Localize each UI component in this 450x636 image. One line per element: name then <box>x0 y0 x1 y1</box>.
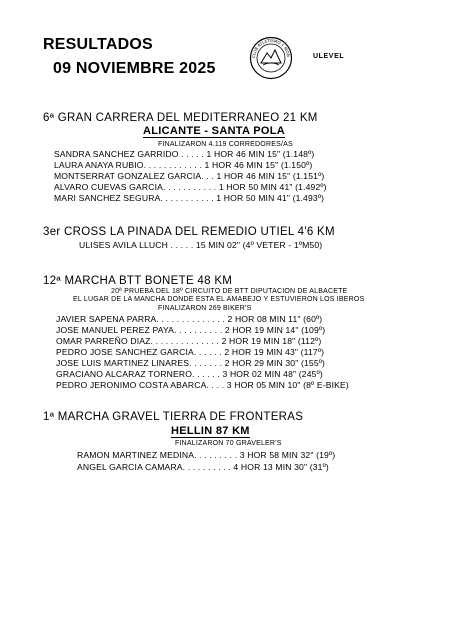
result-row: PEDRO JERONIMO COSTA ABARCA. . . . 3 HOR 05 MIN 10" (8º E-BIKE) <box>56 380 349 390</box>
seal-text: CLUB ATLETISMO Y MON <box>250 37 291 59</box>
event-location: ALICANTE - SANTA POLA <box>143 125 285 137</box>
result-row: SANDRA SANCHEZ GARRIDO . . . . . 1 HOR 46 MIN 15" (1.148º) <box>54 149 315 159</box>
result-row: MARI SANCHEZ SEGURA. . . . . . . . . . . 1 HOR 50 MIN 41" (1.493º) <box>54 193 325 203</box>
result-row: RAMON MARTINEZ MEDINA. . . . . . . . . 3 HOR 58 MIN 32" (19º) <box>77 450 336 460</box>
result-row: GRACIANO ALCARAZ TORNERO. . . . . . 3 HOR 02 MIN 48" (245º) <box>56 369 323 379</box>
club-seal-logo <box>249 36 293 80</box>
result-row: ALVARO CUEVAS GARCIA. . . . . . . . . . . 1 HOR 50 MIN 41" (1.492º) <box>54 182 327 192</box>
result-row: MONTSERRAT GONZALEZ GARCIA. . . 1 HOR 46 MIN 15" (1.151º) <box>54 171 325 181</box>
result-row: JOSE LUIS MARTINEZ LINARES. . . . . . . 2 HOR 29 MIN 30" (155º) <box>56 358 326 368</box>
event-note: FINALIZARON 269 BIKER'S <box>158 305 252 312</box>
page-title-line2: 09 NOVIEMBRE 2025 <box>53 60 216 77</box>
result-row: PEDRO JOSE SANCHEZ GARCIA. . . . . . 2 HOR 19 MIN 43" (117º) <box>56 347 325 357</box>
page-title-line1: RESULTADOS <box>43 36 153 53</box>
event-title: 6ª GRAN CARRERA DEL MEDITERRANEO 21 KM <box>43 112 318 124</box>
result-row: JOSE MANUEL PEREZ PAYA. . . . . . . . . . 2 HOR 19 MIN 14" (109º) <box>56 325 326 335</box>
brand-logo-text: ULEVEL <box>313 53 345 60</box>
event-title: 1ª MARCHA GRAVEL TIERRA DE FRONTERAS <box>43 411 304 423</box>
event-note: 20ª PRUEBA DEL 18º CIRCUITO DE BTT DIPUTACION DE ALBACETE <box>111 288 348 295</box>
event-location: HELLIN 87 KM <box>171 425 250 437</box>
result-row: LAURA ANAYA RUBIO. . . . . . . . . . . . 1 HOR 46 MIN 15" (1.150º) <box>54 160 313 170</box>
result-row: OMAR PARREÑO DIAZ. . . . . . . . . . . . . . 2 HOR 19 MIN 18" (112º) <box>56 336 322 346</box>
event-note: FINALIZARON 70 GRAVELER'S <box>175 440 282 447</box>
event-title: 3er CROSS LA PINADA DEL REMEDIO UTIEL 4'6 KM <box>43 226 335 238</box>
result-row: ULISES AVILA LLUCH . . . . . 15 MIN 02" (4º VETER - 1ºM50) <box>79 240 323 250</box>
event-title: 12ª MARCHA BTT BONETE 48 KM <box>43 275 233 287</box>
event-note: FINALIZARON 4.119 CORREDORES/AS <box>158 141 293 148</box>
result-row: ANGEL GARCIA CAMARA. . . . . . . . . . 4 HOR 13 MIN 30" (31º) <box>77 462 329 472</box>
event-note: EL LUGAR DE LA MANCHA DONDE ESTA EL AMABEJO Y ESTUVIERON LOS IBEROS <box>73 296 365 303</box>
result-row: JAVIER SAPENA PARRA. . . . . . . . . . . . . . 2 HOR 08 MIN 11" (60º) <box>56 314 323 324</box>
